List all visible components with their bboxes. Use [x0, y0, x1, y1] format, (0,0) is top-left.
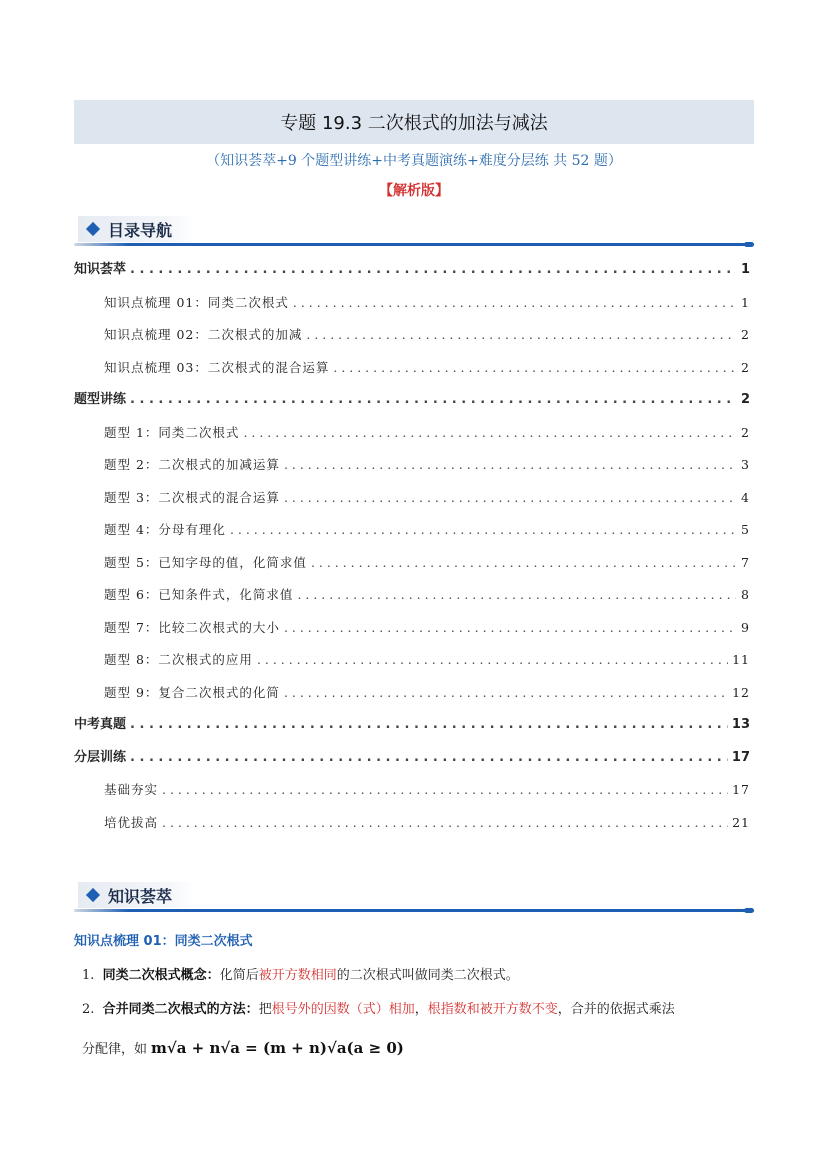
- toc-entry-page: 2: [741, 424, 750, 440]
- toc-entry-label: 知识荟萃: [74, 262, 127, 277]
- toc-entry-page: 3: [741, 457, 750, 472]
- item-text: 化简后: [219, 968, 259, 983]
- section-divider: [74, 243, 754, 246]
- toc-entry-label: 题型 5：已知字母的值，化简求值: [104, 554, 307, 570]
- toc-entry-label: 中考真题: [74, 717, 127, 732]
- toc-entry-label: 题型 8：二次根式的应用: [104, 652, 253, 667]
- toc-entry[interactable]: [74, 807, 750, 840]
- toc-leader-dots: [243, 417, 736, 450]
- toc-entry[interactable]: [74, 417, 750, 450]
- item-text: 分配律，如: [82, 1042, 148, 1057]
- toc-leader-dots: [293, 287, 736, 320]
- toc-entry[interactable]: [74, 352, 750, 385]
- toc-entry-label: 分层训练: [74, 749, 127, 765]
- toc-entry[interactable]: [74, 612, 750, 645]
- document-subtitle: （知识荟萃+9 个题型讲练+中考真题演练+难度分层练 共 52 题）: [206, 153, 622, 169]
- toc-entry[interactable]: [74, 774, 750, 807]
- item-term: 合并同类二次根式的方法：: [102, 1002, 259, 1017]
- toc-entry-label: 题型 3：二次根式的混合运算: [104, 489, 280, 505]
- toc-entry[interactable]: [74, 319, 750, 352]
- toc-leader-dots: [130, 384, 736, 417]
- toc-leader-dots: [284, 677, 728, 710]
- toc-entry-page: 1: [741, 294, 750, 310]
- toc-entry[interactable]: [74, 677, 750, 710]
- toc-leader-dots: [130, 709, 728, 742]
- document-title-bar: [74, 100, 754, 144]
- section-divider-end: [744, 242, 754, 247]
- toc-leader-dots: [130, 742, 728, 775]
- toc-entry[interactable]: [74, 449, 750, 482]
- knowledge-heading: 知识荟萃: [108, 886, 173, 906]
- toc-leader-dots: [257, 644, 728, 677]
- formula: m√a + n√a = (m + n)√a(a ≥ 0): [151, 1039, 404, 1057]
- toc-section-header: [74, 216, 754, 248]
- toc-entry-page: 1: [740, 262, 750, 277]
- item-text: 的二次根式叫做同类二次根式。: [336, 968, 519, 983]
- toc-entry-label: 题型 2：二次根式的加减运算: [104, 457, 280, 472]
- toc-entry-label: 知识点梳理 02：二次根式的加减: [104, 327, 303, 342]
- toc-entry-label: 培优拔高: [104, 814, 159, 830]
- item-number: 1.: [82, 968, 95, 983]
- toc-entry-page: 7: [741, 554, 750, 570]
- toc-entry-page: 2: [741, 327, 750, 342]
- knowledge-item-2: [82, 1000, 752, 1020]
- toc-entry-label: 题型 4：分母有理化: [104, 522, 226, 537]
- toc-entry-label: 题型 9：复合二次根式的化简: [104, 684, 280, 700]
- toc-entry-label: 基础夯实: [104, 782, 159, 797]
- section-divider: [74, 909, 754, 912]
- toc-entry-page: 12: [732, 684, 750, 700]
- knowledge-section-header: [74, 882, 754, 914]
- toc-section-tag: [78, 216, 194, 242]
- item-term: 同类二次根式概念：: [102, 968, 220, 983]
- toc-entry-page: 5: [741, 522, 750, 537]
- toc-leader-dots: [284, 482, 736, 515]
- toc-leader-dots: [297, 579, 736, 612]
- item-highlight: 根指数和被开方数不变: [427, 1002, 558, 1017]
- section-divider-end: [744, 908, 754, 913]
- toc-leader-dots: [130, 254, 736, 287]
- knowledge-item-1: [82, 966, 752, 986]
- item-text: ，: [414, 1002, 428, 1017]
- toc-entry-page: 17: [732, 782, 750, 797]
- toc-entry[interactable]: [74, 547, 750, 580]
- toc-leader-dots: [162, 774, 728, 807]
- toc-entry-page: 9: [741, 619, 750, 635]
- toc-leader-dots: [162, 807, 728, 840]
- toc-entry-page: 4: [741, 489, 750, 505]
- toc-entry-page: 21: [732, 814, 750, 830]
- toc-entry[interactable]: [74, 644, 750, 677]
- toc-entry-page: 2: [741, 359, 750, 375]
- toc-entry-page: 13: [731, 717, 750, 732]
- toc-leader-dots: [333, 352, 736, 385]
- toc-entry[interactable]: [74, 254, 750, 287]
- toc-entry-page: 8: [741, 587, 750, 602]
- item-text: ，合并的依据式乘法: [557, 1002, 675, 1017]
- item-text: 把: [258, 1002, 272, 1017]
- toc-entry-label: 题型 7：比较二次根式的大小: [104, 619, 280, 635]
- item-number: 2.: [82, 1002, 95, 1017]
- toc-entry-label: 知识点梳理 03：二次根式的混合运算: [104, 359, 330, 375]
- diamond-icon: [86, 222, 100, 236]
- toc-entry[interactable]: [74, 287, 750, 320]
- toc-entry-label: 题型讲练: [74, 392, 127, 407]
- toc-leader-dots: [284, 449, 736, 482]
- toc-leader-dots: [230, 514, 736, 547]
- version-tag: 【解析版】: [379, 183, 449, 199]
- table-of-contents: [74, 254, 750, 839]
- item-highlight: 被开方数相同: [258, 968, 337, 983]
- toc-entry[interactable]: [74, 384, 750, 417]
- document-title: 专题 19.3 二次根式的加法与减法: [280, 113, 548, 134]
- knowledge-item-2-line2: [82, 1038, 752, 1060]
- toc-leader-dots: [311, 547, 736, 580]
- toc-entry[interactable]: [74, 742, 750, 775]
- toc-entry-page: 17: [731, 749, 750, 765]
- knowledge-section-tag: [78, 882, 194, 908]
- diamond-icon: [86, 888, 100, 902]
- toc-entry-label: 题型 6：已知条件式，化简求值: [104, 587, 294, 602]
- toc-entry-page: 11: [732, 652, 750, 667]
- toc-entry[interactable]: [74, 709, 750, 742]
- toc-entry-page: 2: [740, 392, 750, 407]
- toc-leader-dots: [306, 319, 736, 352]
- toc-leader-dots: [284, 612, 736, 645]
- toc-entry[interactable]: [74, 482, 750, 515]
- item-highlight: 根号外的因数（式）相加: [271, 1002, 415, 1017]
- toc-entry[interactable]: [74, 579, 750, 612]
- toc-entry-label: 知识点梳理 01：同类二次根式: [104, 294, 289, 310]
- toc-heading: 目录导航: [108, 220, 173, 240]
- knowledge-point-title: 知识点梳理 01：同类二次根式: [74, 934, 253, 949]
- toc-entry-label: 题型 1：同类二次根式: [104, 424, 240, 440]
- toc-entry[interactable]: [74, 514, 750, 547]
